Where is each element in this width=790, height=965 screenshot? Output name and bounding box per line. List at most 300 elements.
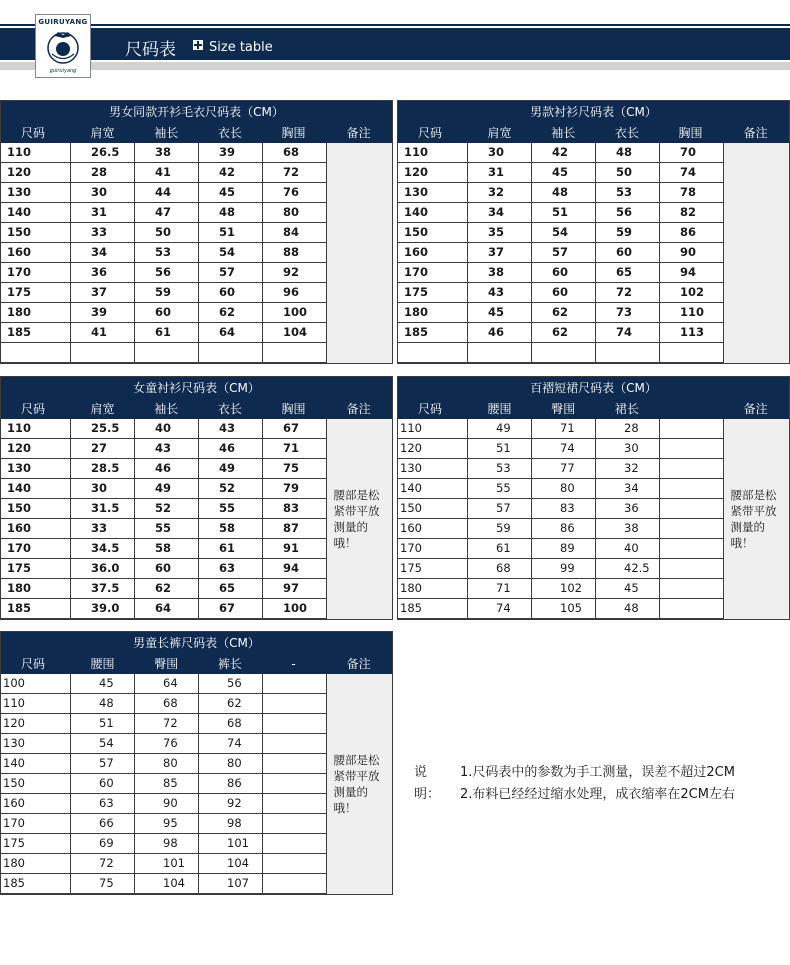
table-cell: 77	[532, 459, 596, 479]
table-cell: 38	[135, 143, 199, 163]
table-row	[1, 834, 327, 854]
column-header: 备注	[743, 402, 768, 416]
table-cell	[263, 694, 327, 714]
table-cell: 92	[199, 794, 263, 814]
table-row	[1, 143, 327, 163]
table-cell: 47	[135, 203, 199, 223]
table-row	[1, 774, 327, 794]
table-cell: 75	[71, 874, 135, 894]
table-cell: 64	[199, 323, 263, 343]
table-cell: 39	[71, 303, 135, 323]
table-cell	[660, 499, 724, 519]
table-row	[1, 599, 327, 619]
table-cell: 51	[71, 714, 135, 734]
table-header-row	[1, 123, 392, 143]
table-header-row	[1, 654, 392, 674]
logo-text: GUIRUYANG	[38, 18, 88, 26]
table-cell: 32	[596, 459, 660, 479]
table-cell: 45	[532, 163, 596, 183]
table-cell: 28.5	[71, 459, 135, 479]
table-cell: 39	[199, 143, 263, 163]
table-cell: 45	[71, 674, 135, 694]
table-cell: 40	[135, 419, 199, 439]
table-row	[398, 263, 724, 283]
table-cell: 140	[1, 479, 71, 499]
table-row	[398, 283, 724, 303]
table-cell: 110	[1, 419, 71, 439]
table-cell: 71	[263, 439, 327, 459]
table-cell: 55	[468, 479, 532, 499]
table-cell: 42	[532, 143, 596, 163]
size-table-boys-pants	[0, 631, 393, 895]
column-header: 裤长	[217, 657, 242, 671]
table-cell: 63	[199, 559, 263, 579]
table-cell	[660, 479, 724, 499]
table-row	[398, 599, 724, 619]
table-cell: 120	[1, 714, 71, 734]
table-cell: 57	[71, 754, 135, 774]
table-cell: 62	[199, 303, 263, 323]
page-title: 尺码表	[125, 40, 176, 60]
table-cell: 150	[1, 223, 71, 243]
table-cell: 49	[468, 419, 532, 439]
table-cell: 43	[468, 283, 532, 303]
table-cell: 48	[596, 143, 660, 163]
table-title: 男童长裤尺码表（CM）	[1, 632, 392, 654]
table-row	[1, 539, 327, 559]
table-cell: 60	[199, 283, 263, 303]
table-cell: 60	[135, 303, 199, 323]
table-cell: 62	[135, 579, 199, 599]
table-cell: 170	[1, 814, 71, 834]
table-note	[724, 143, 789, 363]
table-cell: 50	[596, 163, 660, 183]
table-cell: 72	[71, 854, 135, 874]
table-cell: 80	[135, 754, 199, 774]
table-cell	[596, 343, 660, 363]
table-cell: 60	[135, 559, 199, 579]
table-cell: 62	[532, 303, 596, 323]
column-header: 尺码	[418, 126, 443, 140]
table-cell	[660, 439, 724, 459]
table-cell: 37	[71, 283, 135, 303]
table-cell: 86	[660, 223, 724, 243]
table-title: 男女同款开衫毛衣尺码表（CM）	[1, 101, 392, 123]
table-cell: 185	[1, 323, 71, 343]
table-cell: 57	[532, 243, 596, 263]
table-cell: 65	[199, 579, 263, 599]
table-row	[1, 559, 327, 579]
table-cell: 38	[468, 263, 532, 283]
table-cell: 45	[596, 579, 660, 599]
header-stripe	[0, 62, 790, 70]
table-row	[1, 519, 327, 539]
table-note	[724, 419, 789, 619]
table-cell: 140	[1, 203, 71, 223]
table-cell: 71	[468, 579, 532, 599]
table-cell: 160	[1, 243, 71, 263]
table-cell: 175	[398, 559, 468, 579]
table-row	[398, 579, 724, 599]
table-cell: 60	[596, 243, 660, 263]
table-cell: 113	[660, 323, 724, 343]
table-cell: 72	[135, 714, 199, 734]
table-cell: 110	[398, 419, 468, 439]
table-header-row	[1, 399, 392, 419]
size-table-pleated-skirt	[397, 376, 790, 620]
table-cell: 160	[398, 519, 468, 539]
table-cell: 68	[468, 559, 532, 579]
table-cell	[660, 599, 724, 619]
table-row	[1, 459, 327, 479]
table-cell: 92	[263, 263, 327, 283]
column-header: 裙长	[614, 402, 639, 416]
table-cell: 180	[398, 579, 468, 599]
table-cell: 42	[199, 163, 263, 183]
table-cell	[71, 343, 135, 363]
note-text: 腰部是松紧带平放测量的哦！	[730, 488, 777, 550]
table-cell: 80	[199, 754, 263, 774]
table-cell: 48	[199, 203, 263, 223]
table-cell: 64	[135, 599, 199, 619]
table-cell: 56	[135, 263, 199, 283]
table-cell: 31.5	[71, 499, 135, 519]
table-cell: 72	[263, 163, 327, 183]
table-row	[1, 283, 327, 303]
table-cell: 175	[1, 834, 71, 854]
table-row	[1, 694, 327, 714]
table-row	[398, 143, 724, 163]
table-cell: 110	[660, 303, 724, 323]
table-row	[398, 203, 724, 223]
column-header: 袖长	[551, 126, 576, 140]
table-cell: 104	[135, 874, 199, 894]
table-cell: 175	[1, 283, 71, 303]
column-header: 尺码	[21, 402, 46, 416]
table-cell: 150	[398, 499, 468, 519]
table-cell: 100	[263, 599, 327, 619]
note-text: 腰部是松紧带平放测量的哦！	[333, 753, 380, 815]
table-cell: 52	[135, 499, 199, 519]
table-row	[1, 714, 327, 734]
table-cell: 160	[1, 519, 71, 539]
table-cell: 150	[1, 499, 71, 519]
table-cell	[660, 539, 724, 559]
table-row	[398, 163, 724, 183]
remarks-label: 说明：	[414, 765, 441, 802]
table-cell: 101	[135, 854, 199, 874]
table-row	[398, 459, 724, 479]
table-title: 男款衬衫尺码表（CM）	[398, 101, 789, 123]
table-cell: 160	[398, 243, 468, 263]
table-cell: 74	[660, 163, 724, 183]
table-cell: 28	[596, 419, 660, 439]
table-cell: 41	[71, 323, 135, 343]
table-cell: 68	[263, 143, 327, 163]
table-cell	[135, 343, 199, 363]
table-cell	[660, 559, 724, 579]
table-cell: 33	[71, 223, 135, 243]
table-cell	[263, 814, 327, 834]
table-cell: 74	[596, 323, 660, 343]
table-cell: 50	[135, 223, 199, 243]
table-cell: 120	[1, 163, 71, 183]
table-row	[1, 479, 327, 499]
table-cell: 52	[199, 479, 263, 499]
table-row	[1, 674, 327, 694]
table-cell: 104	[199, 854, 263, 874]
table-row	[1, 419, 327, 439]
column-header: 腰围	[90, 657, 115, 671]
table-cell: 66	[71, 814, 135, 834]
table-cell: 185	[398, 323, 468, 343]
table-cell: 49	[135, 479, 199, 499]
table-cell: 185	[1, 874, 71, 894]
table-cell: 76	[135, 734, 199, 754]
table-row	[398, 343, 724, 363]
table-cell	[660, 343, 724, 363]
table-header-row	[398, 399, 789, 419]
table-cell: 86	[199, 774, 263, 794]
table-cell: 40	[596, 539, 660, 559]
table-cell: 36	[71, 263, 135, 283]
table-row	[1, 874, 327, 894]
table-note	[327, 674, 392, 894]
table-cell: 44	[135, 183, 199, 203]
table-cell: 34.5	[71, 539, 135, 559]
column-header: 袖长	[154, 126, 179, 140]
table-row	[1, 814, 327, 834]
table-cell: 46	[199, 439, 263, 459]
table-cell: 46	[135, 459, 199, 479]
table-cell: 57	[468, 499, 532, 519]
table-cell: 72	[596, 283, 660, 303]
table-title: 女童衬衫尺码表（CM）	[1, 377, 392, 399]
table-cell: 68	[199, 714, 263, 734]
brand-logo	[35, 14, 91, 78]
table-cell	[660, 579, 724, 599]
table-cell: 75	[263, 459, 327, 479]
table-row	[398, 559, 724, 579]
table-row	[1, 579, 327, 599]
table-cell: 62	[199, 694, 263, 714]
table-cell: 37	[468, 243, 532, 263]
table-cell: 25.5	[71, 419, 135, 439]
table-cell: 94	[660, 263, 724, 283]
table-cell: 90	[135, 794, 199, 814]
table-cell: 185	[1, 599, 71, 619]
table-cell: 79	[263, 479, 327, 499]
column-header: 袖长	[154, 402, 179, 416]
table-header-row	[398, 123, 789, 143]
table-cell: 74	[468, 599, 532, 619]
table-row	[398, 243, 724, 263]
table-cell: 83	[532, 499, 596, 519]
table-cell: 78	[660, 183, 724, 203]
table-cell: 33	[71, 519, 135, 539]
table-row	[398, 479, 724, 499]
table-cell: 56	[199, 674, 263, 694]
table-cell	[1, 343, 71, 363]
table-row	[1, 223, 327, 243]
table-cell: 64	[135, 674, 199, 694]
size-table-sweater	[0, 100, 393, 364]
table-cell: 180	[398, 303, 468, 323]
table-cell: 175	[398, 283, 468, 303]
table-cell	[532, 343, 596, 363]
remarks-line-2: 2.布料已经经过缩水处理，成衣缩率在2CM左右	[460, 787, 735, 802]
table-cell: 65	[596, 263, 660, 283]
table-cell: 88	[263, 243, 327, 263]
table-row	[398, 223, 724, 243]
table-cell: 130	[1, 459, 71, 479]
table-cell: 87	[263, 519, 327, 539]
table-cell: 180	[1, 579, 71, 599]
table-cell: 110	[1, 143, 71, 163]
table-cell: 100	[1, 674, 71, 694]
page-subtitle: Size table	[209, 40, 273, 55]
table-cell: 34	[468, 203, 532, 223]
table-cell: 100	[263, 303, 327, 323]
table-row	[398, 539, 724, 559]
table-cell: 55	[199, 499, 263, 519]
table-cell: 36.0	[71, 559, 135, 579]
table-cell	[263, 874, 327, 894]
column-header: 尺码	[418, 402, 443, 416]
table-title: 百褶短裙尺码表（CM）	[398, 377, 789, 399]
table-cell	[263, 343, 327, 363]
table-cell: 95	[135, 814, 199, 834]
table-cell: 62	[532, 323, 596, 343]
table-row	[1, 854, 327, 874]
table-cell: 99	[532, 559, 596, 579]
table-cell: 51	[199, 223, 263, 243]
table-cell: 48	[532, 183, 596, 203]
table-cell: 46	[468, 323, 532, 343]
table-cell: 41	[135, 163, 199, 183]
table-cell: 140	[398, 479, 468, 499]
column-header: 备注	[346, 657, 371, 671]
table-cell: 36	[596, 499, 660, 519]
table-cell: 120	[1, 439, 71, 459]
table-cell: 101	[199, 834, 263, 854]
table-row	[398, 439, 724, 459]
table-note	[327, 143, 392, 363]
table-cell: 30	[71, 183, 135, 203]
header-band	[0, 28, 790, 60]
table-cell: 67	[199, 599, 263, 619]
table-cell: 53	[135, 243, 199, 263]
table-cell: 94	[263, 559, 327, 579]
column-header: 衣长	[614, 126, 639, 140]
column-header: 衣长	[217, 126, 242, 140]
table-cell: 170	[1, 539, 71, 559]
table-cell: 130	[1, 734, 71, 754]
table-cell: 30	[596, 439, 660, 459]
table-row	[398, 323, 724, 343]
table-cell: 49	[199, 459, 263, 479]
table-cell: 51	[532, 203, 596, 223]
table-cell: 60	[532, 263, 596, 283]
table-cell: 110	[398, 143, 468, 163]
table-cell: 90	[660, 243, 724, 263]
table-cell: 60	[532, 283, 596, 303]
plus-icon	[193, 40, 203, 50]
table-cell: 150	[398, 223, 468, 243]
column-header: 备注	[346, 402, 371, 416]
table-cell: 85	[135, 774, 199, 794]
table-cell: 185	[398, 599, 468, 619]
table-cell: 180	[1, 854, 71, 874]
table-cell: 48	[596, 599, 660, 619]
column-header: 腰围	[487, 402, 512, 416]
table-cell: 58	[135, 539, 199, 559]
table-cell: 30	[468, 143, 532, 163]
table-cell: 59	[596, 223, 660, 243]
table-cell: 98	[199, 814, 263, 834]
table-cell: 120	[398, 439, 468, 459]
column-header: 臀围	[551, 402, 576, 416]
table-cell: 150	[1, 774, 71, 794]
table-cell: 160	[1, 794, 71, 814]
table-cell: 170	[1, 263, 71, 283]
note-text: 腰部是松紧带平放测量的哦！	[333, 488, 380, 550]
table-cell: 56	[596, 203, 660, 223]
table-cell: 68	[135, 694, 199, 714]
table-cell: 104	[263, 323, 327, 343]
column-header: 胸围	[678, 126, 703, 140]
table-cell: 107	[199, 874, 263, 894]
table-row	[398, 183, 724, 203]
table-cell: 170	[398, 539, 468, 559]
table-row	[398, 303, 724, 323]
column-header: 胸围	[281, 402, 306, 416]
table-cell: 48	[71, 694, 135, 714]
column-header: 尺码	[21, 126, 46, 140]
column-header: 衣长	[217, 402, 242, 416]
table-row	[1, 794, 327, 814]
table-cell: 98	[135, 834, 199, 854]
table-cell: 89	[532, 539, 596, 559]
table-cell	[660, 419, 724, 439]
remarks-line-1: 1.尺码表中的参数为手工测量，误差不超过2CM	[460, 765, 735, 780]
column-header: 备注	[743, 126, 768, 140]
table-cell: 83	[263, 499, 327, 519]
column-header: 尺码	[21, 657, 46, 671]
table-cell: 70	[660, 143, 724, 163]
table-cell: 102	[532, 579, 596, 599]
table-cell: 180	[1, 303, 71, 323]
table-row	[1, 263, 327, 283]
table-cell: 63	[71, 794, 135, 814]
table-cell: 82	[660, 203, 724, 223]
table-cell: 102	[660, 283, 724, 303]
table-cell: 73	[596, 303, 660, 323]
table-cell: 34	[71, 243, 135, 263]
table-cell: 69	[71, 834, 135, 854]
table-cell: 140	[398, 203, 468, 223]
size-table-boys-shirt	[397, 100, 790, 364]
table-row	[1, 343, 327, 363]
table-row	[1, 754, 327, 774]
table-cell: 74	[532, 439, 596, 459]
table-cell: 97	[263, 579, 327, 599]
table-cell: 55	[135, 519, 199, 539]
table-cell	[660, 459, 724, 479]
column-header: -	[291, 657, 296, 671]
table-cell: 71	[532, 419, 596, 439]
logo-crest-icon	[44, 28, 82, 66]
